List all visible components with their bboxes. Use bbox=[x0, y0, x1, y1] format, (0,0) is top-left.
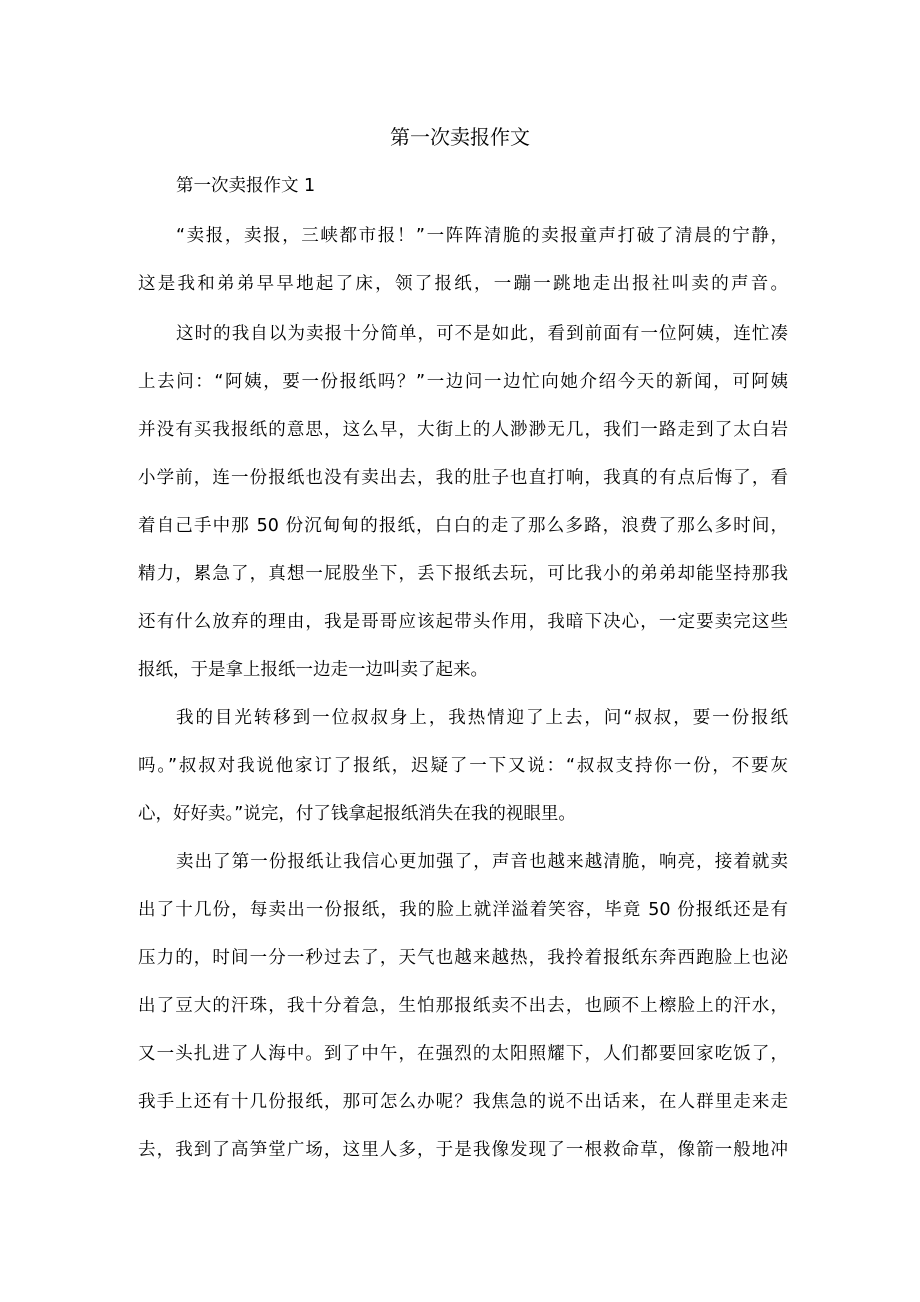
text-line: 小学前，连一份报纸也没有卖出去，我的肚子也直打响，我真的有点后悔了，看 bbox=[138, 468, 788, 488]
text-line: 并没有买我报纸的意思，这么早，大街上的人渺渺无几，我们一路走到了太白岩 bbox=[138, 420, 788, 440]
text-line: 这是我和弟弟早早地起了床，领了报纸，一蹦一跳地走出报社叫卖的声音。 bbox=[138, 274, 788, 294]
text-line: 心，好好卖。”说完，付了钱拿起报纸消失在我的视眼里。 bbox=[138, 804, 576, 824]
text-line: 我的目光转移到一位叔叔身上，我热情迎了上去，问“叔叔，要一份报纸 bbox=[176, 708, 788, 728]
text-line: 卖出了第一份报纸让我信心更加强了，声音也越来越清脆，响亮，接着就卖 bbox=[176, 852, 788, 872]
text-line: 这时的我自以为卖报十分简单，可不是如此，看到前面有一位阿姨，连忙凑 bbox=[176, 324, 788, 344]
text-line: 精力，累急了，真想一屁股坐下，丢下报纸去玩，可比我小的弟弟却能坚持那我 bbox=[138, 564, 788, 584]
text-line: 上去问：“阿姨，要一份报纸吗？”一边问一边忙向她介绍今天的新闻，可阿姨 bbox=[138, 372, 788, 392]
text-line: 压力的，时间一分一秒过去了，天气也越来越热，我拎着报纸东奔西跑脸上也泌 bbox=[138, 948, 788, 968]
text-line: 又一头扎进了人海中。到了中午，在强烈的太阳照耀下，人们都要回家吃饭了， bbox=[138, 1044, 788, 1064]
text-line: “卖报，卖报，三峡都市报！”一阵阵清脆的卖报童声打破了清晨的宁静， bbox=[176, 226, 788, 246]
text-line: 出了豆大的汗珠，我十分着急，生怕那报纸卖不出去，也顾不上檫脸上的汗水， bbox=[138, 996, 788, 1016]
text-line: 去，我到了高笋堂广场，这里人多，于是我像发现了一根救命草，像箭一般地冲 bbox=[138, 1140, 788, 1160]
text-line: 报纸，于是拿上报纸一边走一边叫卖了起来。 bbox=[138, 660, 488, 680]
text-line: 我手上还有十几份报纸，那可怎么办呢？我焦急的说不出话来，在人群里走来走 bbox=[138, 1092, 788, 1112]
text-line: 出了十几份，每卖出一份报纸，我的脸上就洋溢着笑容，毕竟 50 份报纸还是有 bbox=[138, 900, 788, 920]
document-title: 第一次卖报作文 bbox=[390, 125, 530, 149]
text-line: 吗。”叔叔对我说他家订了报纸，迟疑了一下又说：“叔叔支持你一份，不要灰 bbox=[138, 756, 788, 776]
document-subtitle: 第一次卖报作文 1 bbox=[176, 176, 316, 196]
text-line: 还有什么放弃的理由，我是哥哥应该起带头作用，我暗下决心，一定要卖完这些 bbox=[138, 612, 788, 632]
text-line: 着自己手中那 50 份沉甸甸的报纸，白白的走了那么多路，浪费了那么多时间， bbox=[138, 516, 788, 536]
